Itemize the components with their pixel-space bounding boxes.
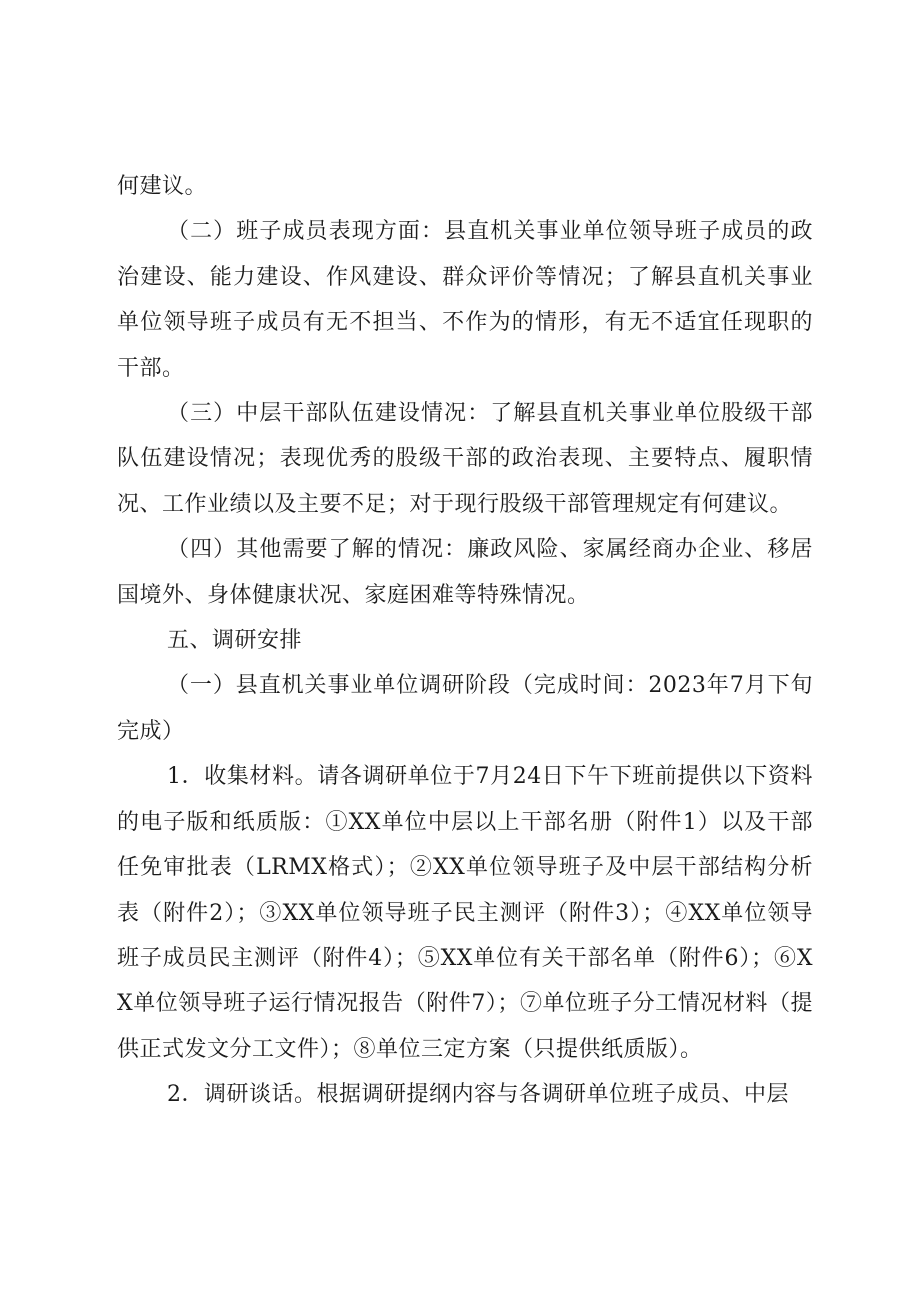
paragraph-phase-1: （一）县直机关事业单位调研阶段（完成时间：2023年7月下旬完成） bbox=[117, 673, 813, 744]
paragraph-collect-materials: 1．收集材料。请各调研单位于7月24日下午下班前提供以下资料的电子版和纸质版：①XX单位中层以上干部名册（附件1）以及干部任免审批表（LRMX格式）；②XX单位领导班子及中层干部结构分析表（附件2）；③XX单位领导班子民主测评（附件3）；④XX单位领导班子成员民主测评（附件4）；⑤XX单位有关干部名单（附件6）；⑥XX单位领导班子运行情况报告（附件7）；⑦单位班子分工情况材料（提供正式发文分工文件）；⑧单位三定方案（只提供纸质版）。 bbox=[117, 764, 813, 1062]
paragraph-section-4: （四）其他需要了解的情况：廉政风险、家属经商办企业、移居国境外、身体健康状况、家庭困难等特殊情况。 bbox=[117, 537, 813, 608]
paragraph-section-3: （三）中层干部队伍建设情况：了解县直机关事业单位股级干部队伍建设情况；表现优秀的股级干部的政治表现、主要特点、履职情况、工作业绩以及主要不足；对于现行股级干部管理规定有何建议。 bbox=[117, 401, 813, 517]
paragraph-research-talks: 2．调研谈话。根据调研提纲内容与各调研单位班子成员、中层 bbox=[167, 1082, 789, 1108]
paragraph-section-2: （二）班子成员表现方面：县直机关事业单位领导班子成员的政治建设、能力建设、作风建设、群众评价等情况；了解县直机关事业单位领导班子成员有无不担当、不作为的情形，有无不适宜任现职的干部。 bbox=[117, 219, 813, 381]
paragraph-continuation: 何建议。 bbox=[117, 174, 208, 199]
heading-research-arrangement: 五、调研安排 bbox=[167, 628, 303, 654]
document-body bbox=[117, 164, 813, 1118]
